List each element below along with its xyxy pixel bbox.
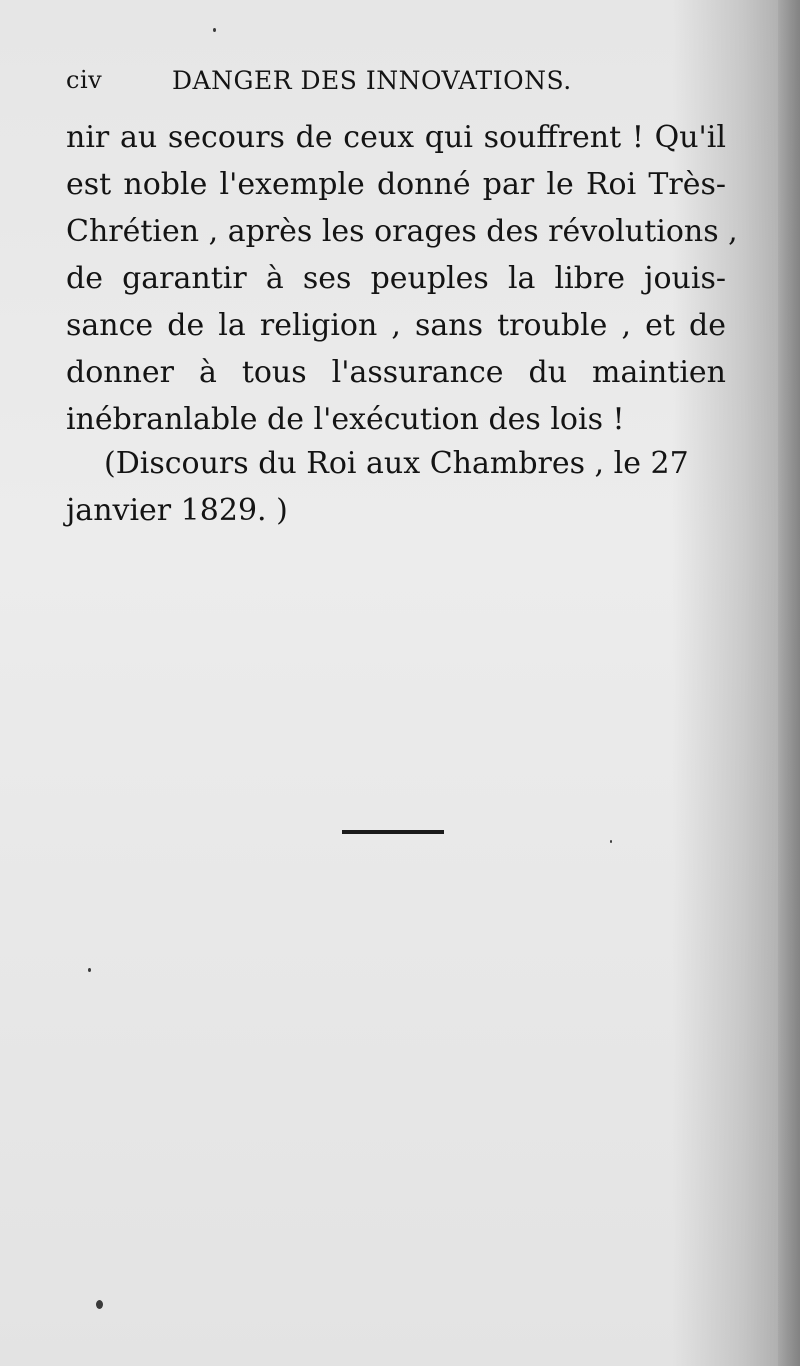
citation — [66, 440, 726, 534]
page-header — [66, 66, 666, 106]
page-edge-shadow — [778, 0, 800, 1366]
text-line: donner à tous l'assurance du maintien — [66, 355, 726, 390]
page-number: civ — [66, 66, 103, 94]
paper-speck — [610, 840, 612, 843]
paper-speck — [213, 28, 216, 32]
text-line: Chrétien , après les orages des révolutions , — [66, 214, 738, 249]
text-line: sance de la religion , sans trouble , et de — [66, 308, 726, 343]
paper-speck — [88, 968, 91, 972]
text-line: inébranlable de l'exécution des lois ! — [66, 402, 625, 437]
citation-line: (Discours du Roi aux Chambres , le 27 — [104, 446, 689, 481]
running-title: DANGER DES INNOVATIONS. — [172, 66, 572, 95]
text-line: est noble l'exemple donné par le Roi Très- — [66, 167, 726, 202]
text-line: nir au secours de ceux qui souffrent ! Qu'il — [66, 120, 726, 155]
citation-line: janvier 1829. ) — [66, 493, 288, 528]
section-divider — [342, 830, 444, 834]
text-line: de garantir à ses peuples la libre jouis- — [66, 261, 726, 296]
paper-speck — [96, 1300, 103, 1309]
body-paragraph — [66, 114, 738, 443]
